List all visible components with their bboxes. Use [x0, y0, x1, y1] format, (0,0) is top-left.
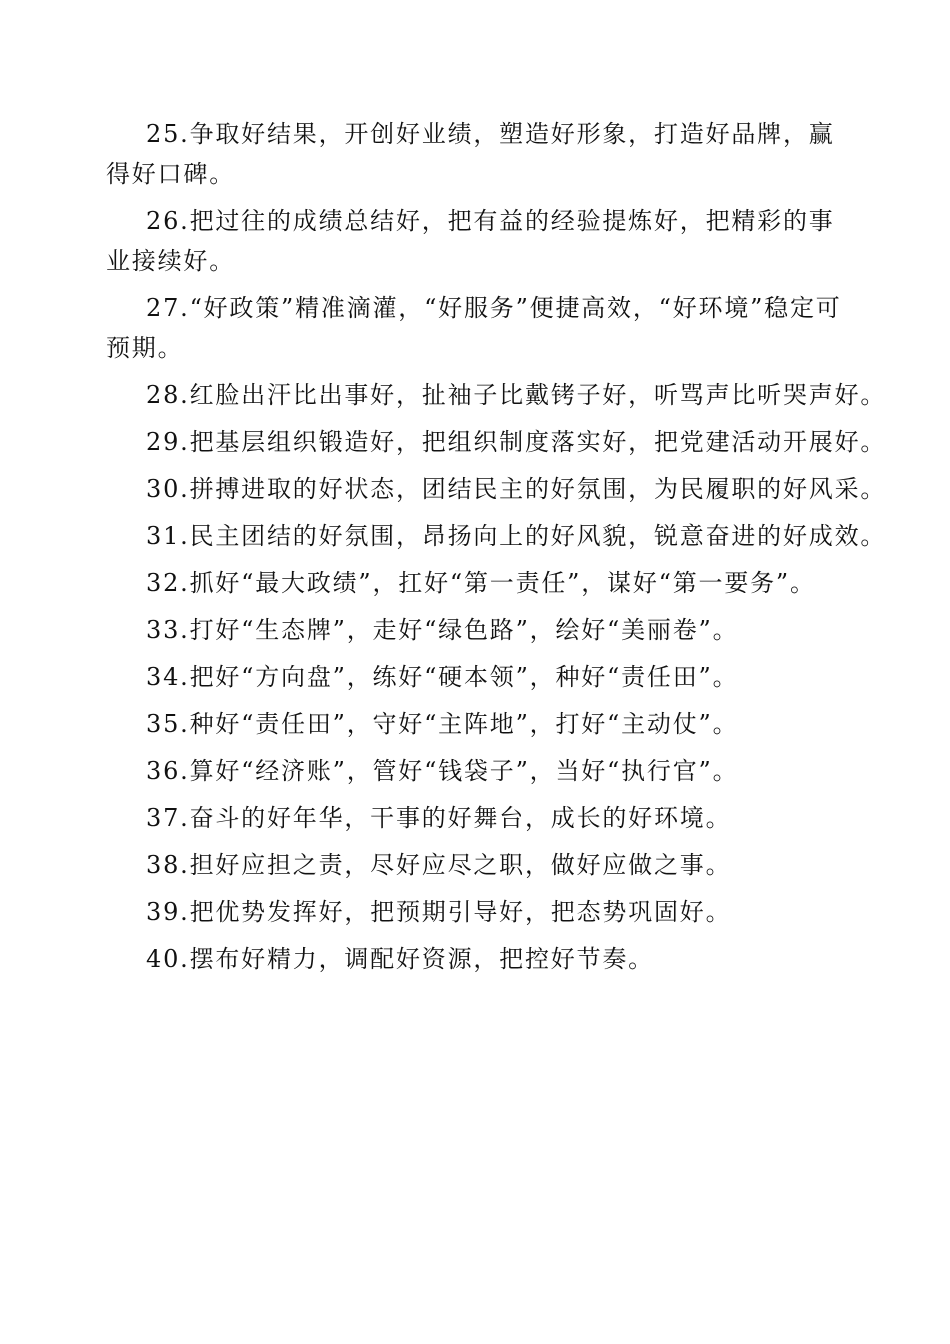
list-item-30: 30.拼搏进取的好状态，团结民主的好氛围，为民履职的好风采。	[146, 475, 887, 503]
list-item-37: 37.奋斗的好年华，干事的好舞台，成长的好环境。	[146, 804, 732, 832]
list-item-27: 27.“好政策”精准滴灌，“好服务”便捷高效，“好环境”稳定可预期。	[106, 294, 842, 362]
list-item-32: 32.抓好“最大政绩”，扛好“第一责任”，谋好“第一要务”。	[146, 569, 816, 597]
list-item-31: 31.民主团结的好氛围，昂扬向上的好风貌，锐意奋进的好成效。	[146, 522, 887, 550]
list-item-38: 38.担好应担之责，尽好应尽之职，做好应做之事。	[146, 851, 732, 879]
document-body	[106, 114, 887, 986]
list-item-33: 33.打好“生态牌”，走好“绿色路”，绘好“美丽卷”。	[146, 616, 739, 644]
list-item-34: 34.把好“方向盘”，练好“硬本领”，种好“责任田”。	[146, 663, 739, 691]
list-item-29: 29.把基层组织锻造好，把组织制度落实好，把党建活动开展好。	[146, 428, 887, 456]
list-item-35: 35.种好“责任田”，守好“主阵地”，打好“主动仗”。	[146, 710, 739, 738]
list-item-40: 40.摆布好精力，调配好资源，把控好节奏。	[146, 945, 654, 973]
list-item-36: 36.算好“经济账”，管好“钱袋子”，当好“执行官”。	[146, 757, 739, 785]
list-item-39: 39.把优势发挥好，把预期引导好，把态势巩固好。	[146, 898, 732, 926]
list-item-25: 25.争取好结果，开创好业绩，塑造好形象，打造好品牌，赢得好口碑。	[106, 120, 835, 188]
list-item-26: 26.把过往的成绩总结好，把有益的经验提炼好，把精彩的事业接续好。	[106, 207, 835, 275]
list-item-28: 28.红脸出汗比出事好，扯袖子比戴铐子好，听骂声比听哭声好。	[146, 381, 887, 409]
